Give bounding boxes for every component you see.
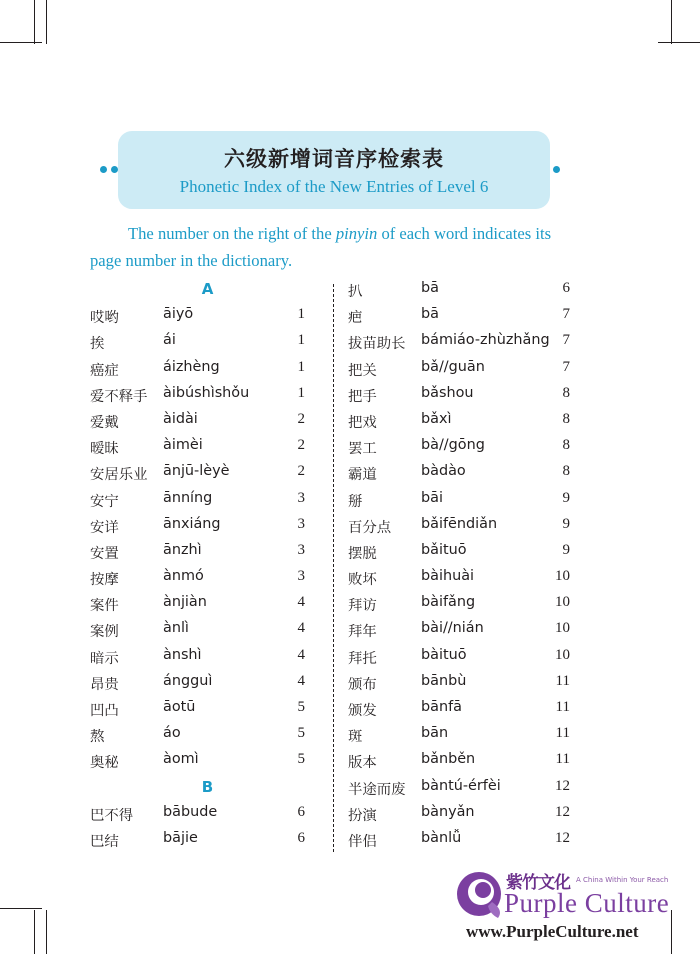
entry-pinyin: bàifǎng (421, 594, 476, 611)
entry-page-number: 9 (562, 541, 570, 558)
entry-page-number: 9 (562, 489, 570, 506)
intro-after: of each word indicates its page number in the dictionary. (90, 224, 552, 270)
entry-pinyin: bān (421, 725, 449, 742)
entry-pinyin: bǎ//guān (421, 358, 485, 375)
index-entry (90, 538, 305, 564)
index-entry (90, 695, 305, 721)
entry-hanzi: 霸道 (348, 467, 377, 484)
entry-pinyin: bǎxì (421, 410, 452, 427)
entry-page-number: 1 (297, 332, 305, 349)
entry-pinyin: ànshì (163, 646, 202, 663)
entry-pinyin: ànjiàn (163, 594, 207, 611)
entry-hanzi: 爱不释手 (90, 388, 148, 405)
entry-page-number: 7 (562, 358, 570, 375)
entry-page-number: 6 (297, 829, 305, 846)
entry-page-number: 4 (297, 620, 305, 637)
entry-page-number: 6 (297, 803, 305, 820)
index-entry (90, 355, 305, 381)
entry-hanzi: 案例 (90, 624, 119, 641)
watermark-chinese: 紫竹文化 (506, 873, 570, 893)
left-column (90, 276, 305, 852)
entry-hanzi: 把关 (348, 362, 377, 379)
entry-pinyin: bānbù (421, 672, 467, 689)
crop-mark (0, 908, 42, 909)
crop-mark (658, 42, 700, 43)
entry-page-number: 2 (297, 437, 305, 454)
entry-hanzi: 昂贵 (90, 676, 119, 693)
entry-pinyin: bābude (163, 803, 218, 820)
entry-hanzi: 罢工 (348, 441, 377, 458)
entry-hanzi: 凹凸 (90, 703, 119, 719)
entry-pinyin: áizhèng (163, 358, 220, 375)
entry-pinyin: bǎnběn (421, 751, 476, 768)
entry-pinyin: bānfā (421, 699, 462, 715)
index-entry (90, 459, 305, 485)
entry-hanzi: 把戏 (348, 414, 377, 431)
watermark-tagline: A China Within Your Reach (576, 876, 669, 884)
index-entry (348, 774, 570, 800)
entry-hanzi: 百分点 (348, 519, 392, 536)
entry-pinyin: bà//gōng (421, 437, 485, 454)
entry-page-number: 3 (297, 515, 305, 532)
entry-pinyin: bāi (421, 489, 443, 506)
purple-culture-logo-icon (452, 866, 510, 920)
entry-hanzi: 扒 (348, 284, 363, 300)
index-entry (348, 643, 570, 669)
entry-pinyin: bǎshou (421, 384, 474, 401)
entry-pinyin: bàntú-érfèi (421, 777, 501, 794)
entry-pinyin: bài//nián (421, 620, 484, 637)
entry-page-number: 11 (555, 751, 570, 768)
entry-hanzi: 巴结 (90, 833, 119, 850)
entry-pinyin: bā (421, 306, 439, 323)
index-entry (348, 826, 570, 852)
entry-page-number: 8 (562, 437, 570, 454)
index-entry (90, 800, 305, 826)
entry-hanzi: 暗示 (90, 650, 119, 667)
entry-hanzi: 案件 (90, 598, 119, 615)
crop-mark (46, 0, 47, 44)
crop-mark (34, 0, 35, 44)
entry-page-number: 5 (297, 699, 305, 715)
entry-page-number: 10 (555, 568, 570, 585)
crop-mark (671, 0, 672, 44)
index-entry (90, 616, 305, 642)
entry-page-number: 4 (297, 594, 305, 611)
index-entry (348, 538, 570, 564)
column-divider (333, 284, 334, 852)
index-entry (348, 669, 570, 695)
entry-pinyin: ángguì (163, 672, 213, 689)
entry-pinyin: ái (163, 332, 176, 349)
index-entry (90, 669, 305, 695)
title-chinese: 六级新增词音序检索表 (224, 146, 444, 171)
index-entry (348, 381, 570, 407)
entry-hanzi: 巴不得 (90, 807, 134, 824)
entry-page-number: 3 (297, 568, 305, 585)
entry-page-number: 7 (562, 306, 570, 323)
entry-pinyin: àidài (163, 410, 198, 427)
entry-pinyin: bā (421, 280, 439, 296)
entry-page-number: 12 (555, 803, 570, 820)
entry-hanzi: 拜访 (348, 598, 377, 615)
index-entry (90, 328, 305, 354)
entry-page-number: 1 (297, 358, 305, 375)
index-entry (90, 433, 305, 459)
index-entry (90, 564, 305, 590)
entry-page-number: 2 (297, 410, 305, 427)
index-entry (90, 643, 305, 669)
entry-page-number: 8 (562, 410, 570, 427)
entry-page-number: 10 (555, 620, 570, 637)
entry-pinyin: ānníng (163, 489, 213, 506)
entry-pinyin: ānzhì (163, 541, 202, 558)
entry-pinyin: bǎituō (421, 541, 467, 558)
entry-page-number: 4 (297, 646, 305, 663)
entry-pinyin: ànmó (163, 568, 204, 585)
entry-hanzi: 掰 (348, 493, 363, 510)
crop-mark (34, 910, 35, 954)
index-entry (348, 276, 570, 302)
entry-pinyin: ānxiáng (163, 515, 221, 532)
entry-pinyin: àibúshìshǒu (163, 384, 250, 401)
entry-page-number: 1 (297, 384, 305, 401)
watermark-url: www.PurpleCulture.net (466, 922, 639, 941)
index-entry (348, 302, 570, 328)
index-entry (348, 459, 570, 485)
entry-page-number: 3 (297, 541, 305, 558)
entry-page-number: 11 (555, 725, 570, 742)
index-entry (348, 695, 570, 721)
index-entry (90, 407, 305, 433)
entry-hanzi: 拜年 (348, 624, 377, 641)
entry-hanzi: 哎哟 (90, 310, 119, 327)
entry-page-number: 10 (555, 594, 570, 611)
entry-hanzi: 熬 (90, 729, 105, 746)
entry-hanzi: 奥秘 (90, 755, 119, 772)
index-entry (348, 328, 570, 354)
index-entry (90, 381, 305, 407)
watermark (444, 862, 694, 948)
entry-pinyin: áo (163, 725, 181, 742)
entry-page-number: 8 (562, 463, 570, 480)
entry-hanzi: 安宁 (90, 493, 119, 510)
entry-pinyin: àimèi (163, 437, 203, 454)
entry-pinyin: ànlì (163, 620, 189, 637)
entry-page-number: 3 (297, 489, 305, 506)
intro-emphasis: pinyin (335, 224, 378, 243)
entry-page-number: 12 (555, 829, 570, 846)
index-entry (348, 486, 570, 512)
entry-hanzi: 拔苗助长 (348, 336, 406, 353)
entry-page-number: 1 (297, 306, 305, 323)
index-entry (348, 355, 570, 381)
entry-pinyin: bàdào (421, 463, 466, 480)
entry-pinyin: āiyō (163, 306, 194, 323)
entry-page-number: 12 (555, 777, 570, 794)
entry-hanzi: 暧昧 (90, 441, 119, 458)
entry-page-number: 5 (297, 751, 305, 768)
entry-page-number: 8 (562, 384, 570, 401)
title-box (118, 131, 550, 209)
entry-page-number: 10 (555, 646, 570, 663)
entry-pinyin: bànlǚ (421, 829, 462, 846)
crop-mark (0, 42, 42, 43)
entry-hanzi: 按摩 (90, 572, 119, 589)
entry-pinyin: bàituō (421, 646, 467, 663)
index-entry (90, 826, 305, 852)
entry-page-number: 2 (297, 463, 305, 480)
index-entry (90, 512, 305, 538)
entry-hanzi: 安置 (90, 545, 119, 562)
entry-pinyin: ānjū-lèyè (163, 463, 230, 480)
entry-hanzi: 爱戴 (90, 414, 119, 431)
index-entry (348, 800, 570, 826)
entry-pinyin: bǎifēndiǎn (421, 515, 498, 532)
entry-hanzi: 半途而废 (348, 781, 406, 798)
entry-hanzi: 安居乐业 (90, 467, 148, 484)
index-entry (90, 721, 305, 747)
right-column (348, 276, 570, 852)
entry-hanzi: 把手 (348, 388, 377, 405)
entry-page-number: 11 (555, 699, 570, 715)
index-entry (348, 747, 570, 773)
entry-page-number: 9 (562, 515, 570, 532)
entry-hanzi: 摆脱 (348, 545, 377, 562)
entry-hanzi: 败坏 (348, 572, 377, 589)
entry-page-number: 5 (297, 725, 305, 742)
index-entry (348, 512, 570, 538)
entry-hanzi: 安详 (90, 519, 119, 536)
watermark-brand: Purple Culture (504, 888, 670, 918)
entry-hanzi: 伴侣 (348, 833, 377, 850)
index-entry (348, 616, 570, 642)
entry-page-number: 6 (562, 280, 570, 296)
entry-pinyin: àomì (163, 751, 199, 768)
entry-hanzi: 挨 (90, 336, 105, 353)
entry-hanzi: 斑 (348, 729, 363, 746)
entry-page-number: 11 (555, 672, 570, 689)
index-entry (348, 590, 570, 616)
entry-page-number: 4 (297, 672, 305, 689)
entry-pinyin: bājie (163, 829, 198, 846)
index-entry (348, 564, 570, 590)
entry-pinyin: bànyǎn (421, 803, 475, 820)
index-entry (348, 721, 570, 747)
index-entry (90, 590, 305, 616)
entry-hanzi: 癌症 (90, 362, 119, 379)
title-english: Phonetic Index of the New Entries of Level 6 (179, 177, 489, 196)
entry-page-number: 7 (562, 332, 570, 349)
entry-hanzi: 版本 (348, 755, 377, 772)
entry-hanzi: 扮演 (348, 807, 377, 824)
entry-hanzi: 颁发 (348, 703, 377, 719)
crop-mark (46, 910, 47, 954)
entry-pinyin: bámiáo-zhùzhǎng (421, 332, 550, 349)
entry-hanzi: 颁布 (348, 676, 377, 693)
index-entry (90, 747, 305, 773)
entry-hanzi: 拜托 (348, 650, 377, 667)
entry-pinyin: bàihuài (421, 568, 475, 585)
index-entry (348, 433, 570, 459)
entry-pinyin: āotū (163, 699, 196, 715)
intro-before: The number on the right of the (128, 224, 336, 243)
entry-hanzi: 疤 (348, 310, 363, 327)
intro-paragraph (90, 220, 585, 274)
section-letter-a: A (201, 280, 214, 298)
index-entry (90, 302, 305, 328)
index-entry (90, 486, 305, 512)
index-entry (348, 407, 570, 433)
section-letter-b: B (201, 777, 214, 796)
